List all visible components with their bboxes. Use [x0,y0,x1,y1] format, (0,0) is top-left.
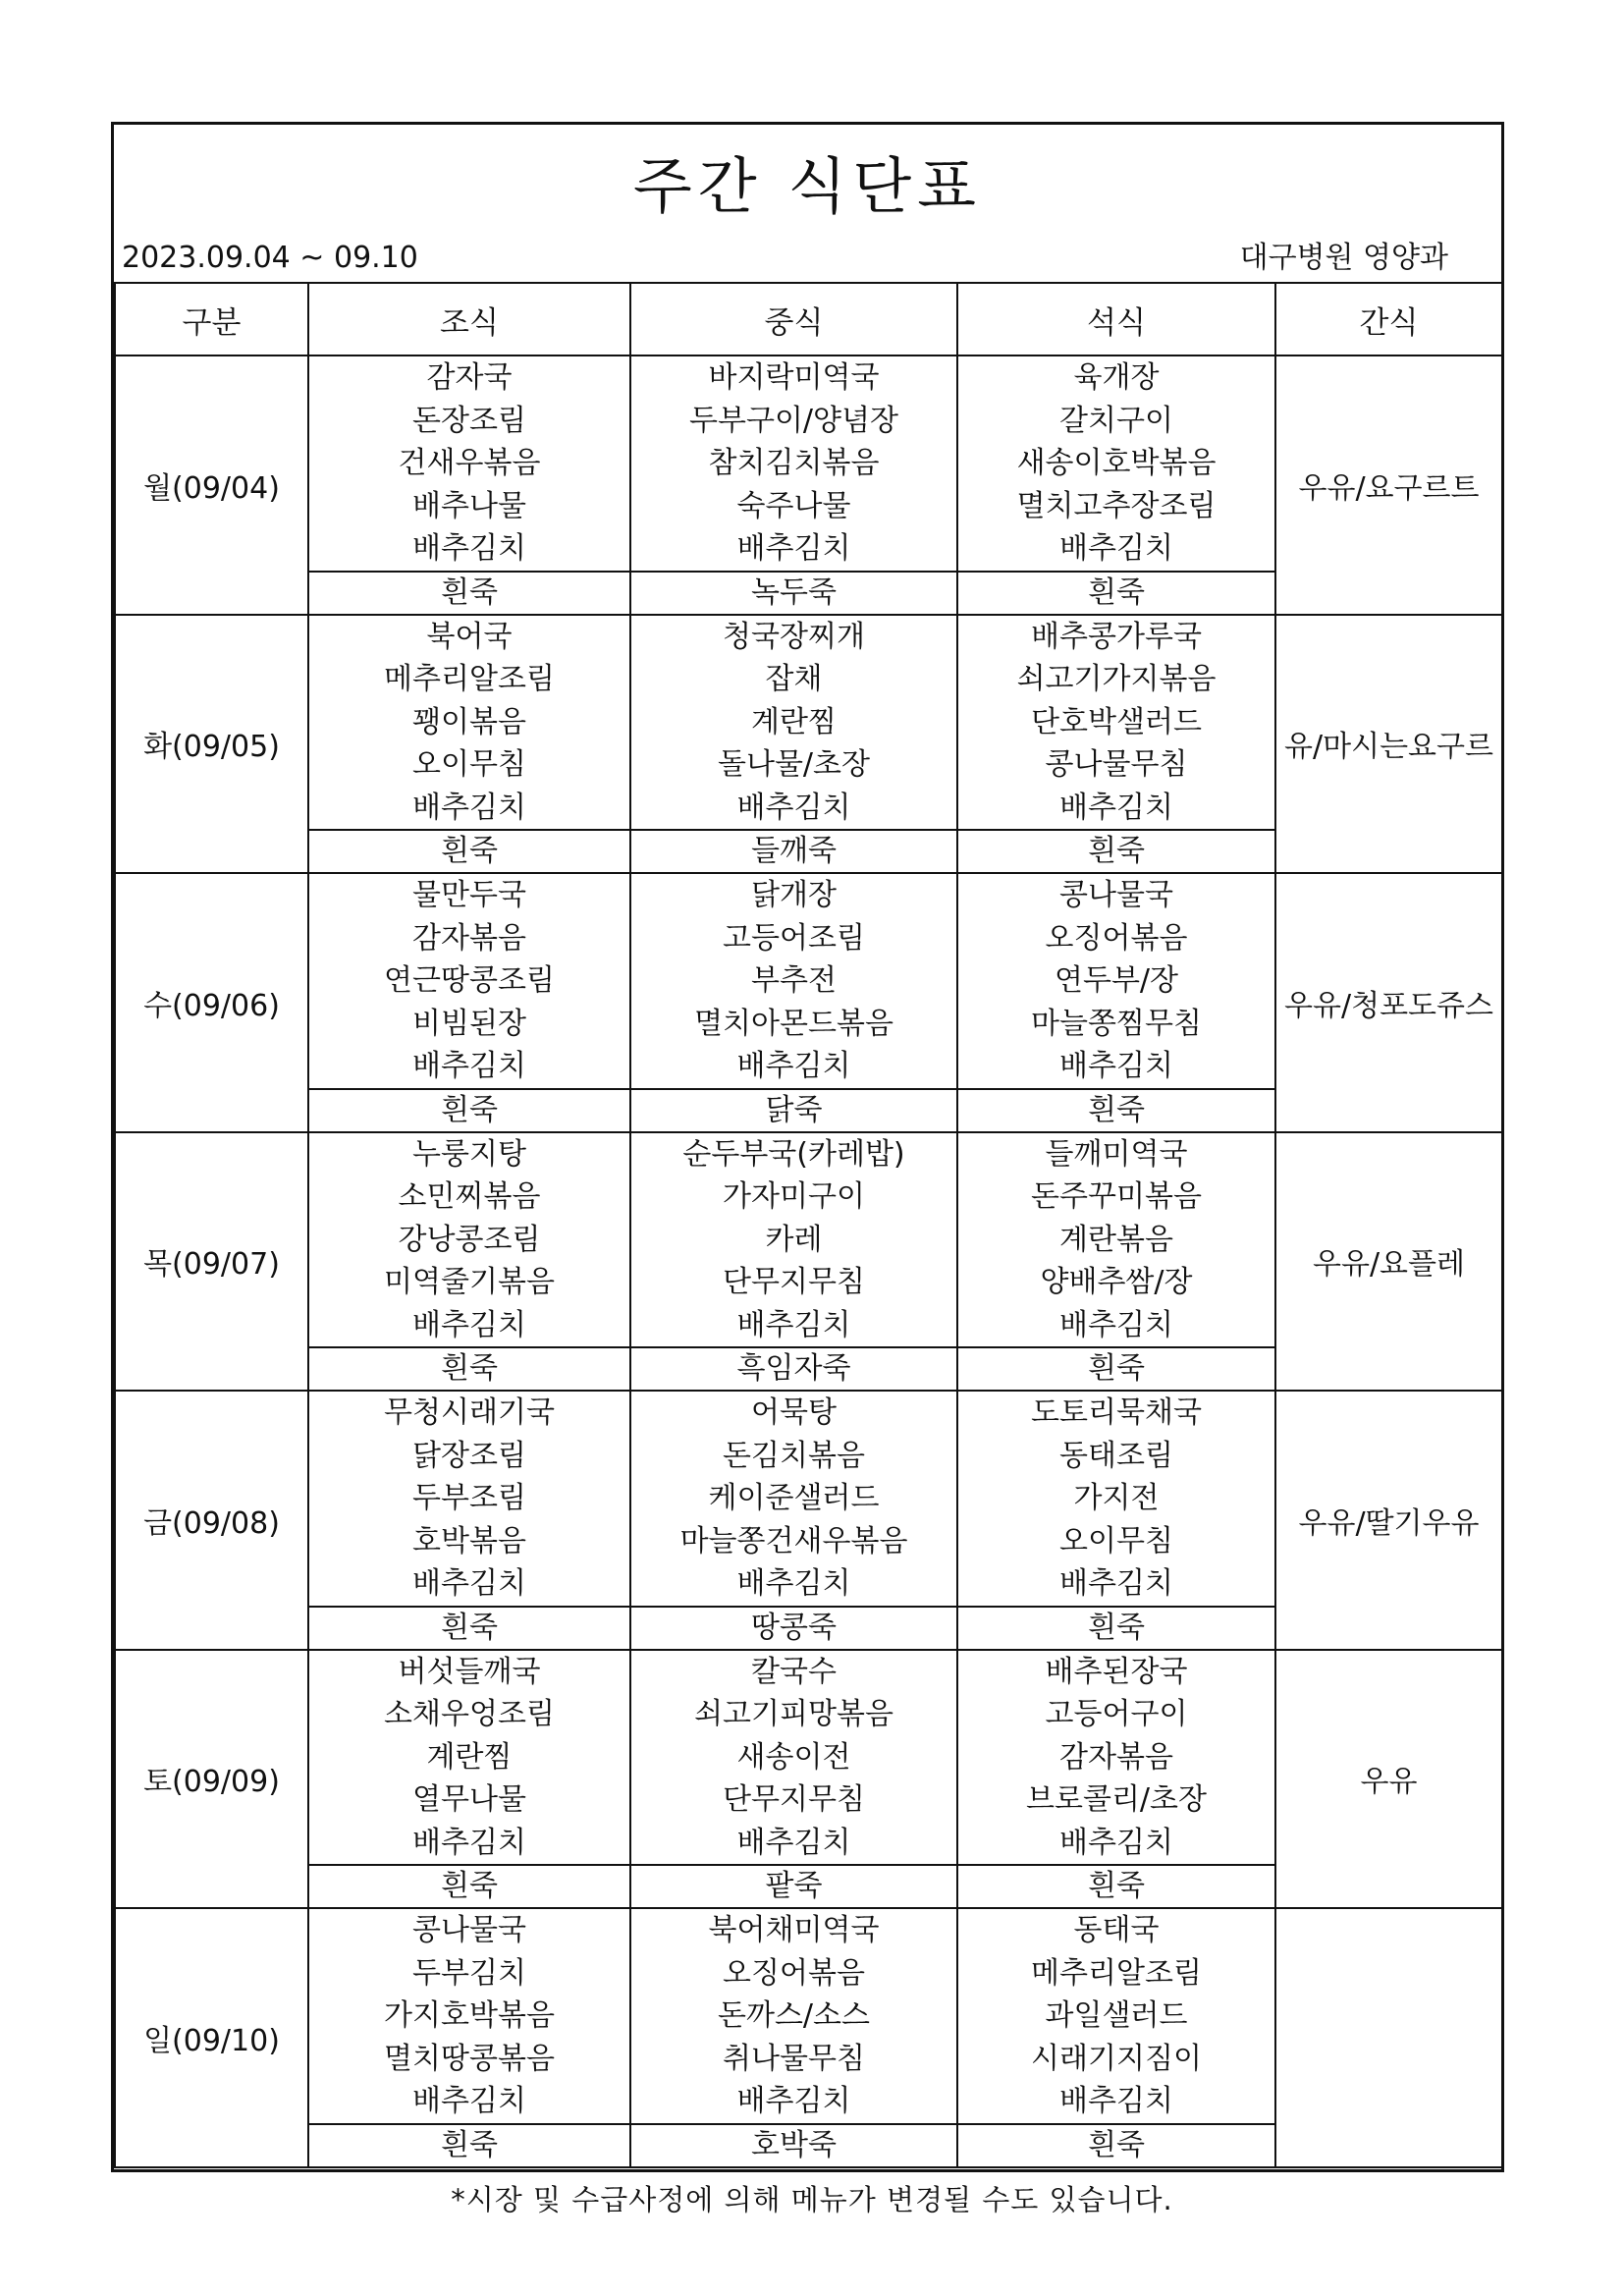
dish-item: 닭장조림 [412,1438,526,1473]
dish-item: 배추김치 [736,2084,851,2118]
dish-item: 비빔된장 [412,1006,526,1041]
dish-item: 메추리알조림 [384,662,555,696]
dish-item: 어묵탕 [751,1395,837,1430]
dish-item: 쇠고기가지볶음 [1016,662,1217,696]
dish-item: 돌나물/초장 [717,747,870,782]
dish-item: 마늘쫑건새우볶음 [679,1523,908,1558]
dinner-dishes-cell [957,355,1275,572]
dish-item: 오징어볶음 [723,1955,865,1991]
dish-item: 북어채미역국 [708,1913,880,1947]
dish-item: 배추김치 [1059,1566,1173,1601]
breakfast-dishes-cell [308,1132,630,1348]
dish-item: 케이준샐러드 [708,1481,880,1515]
breakfast-porridge-cell: 흰죽 [308,1865,630,1908]
dish-item: 배추콩가루국 [1031,619,1202,654]
dish-item: 콩나물무침 [1045,747,1188,782]
dish-item: 새송이호박볶음 [1016,446,1217,480]
dish-item: 동태조림 [1059,1438,1173,1473]
lunch-dishes-cell [630,355,957,572]
breakfast-porridge-cell: 흰죽 [308,572,630,615]
dish-item: 배추김치 [736,1825,851,1860]
dish-item: 소채우엉조림 [384,1697,555,1731]
dish-item: 시래기지짐이 [1031,2041,1202,2076]
lunch-porridge-cell: 닭죽 [630,1089,957,1132]
day-label: 수(09/06) [115,873,308,1132]
period-label: 2023.09.04 ~ 09.10 [122,241,418,275]
dish-item: 단무지무침 [723,1265,865,1299]
dish-item: 오이무침 [412,747,526,782]
dish-item: 멸치땅콩볶음 [384,2041,555,2076]
snack-cell: 우유 [1275,1650,1502,1909]
day-row [115,1391,1502,1607]
menu-body [115,355,1502,2167]
dish-item: 두부구이/양념장 [689,403,898,438]
dinner-dishes-cell [957,873,1275,1089]
dish-item: 돈까스/소스 [717,1998,870,2033]
lunch-porridge-cell: 흑임자죽 [630,1347,957,1391]
dish-item: 잡채 [765,662,823,696]
dish-item: 버섯들깨국 [398,1654,541,1689]
dish-item: 칼국수 [751,1654,837,1689]
dish-item: 청국장찌개 [723,619,865,654]
lunch-dishes-cell [630,1650,957,1866]
dish-item: 무청시래기국 [384,1395,555,1430]
dish-item: 동태국 [1073,1913,1160,1947]
breakfast-dishes-cell [308,1908,630,2124]
dish-item: 연두부/장 [1054,963,1179,998]
dish-item: 부추전 [751,963,837,998]
dish-item: 가자미구이 [723,1179,865,1214]
header-dinner: 석식 [957,283,1275,355]
dish-item: 감자볶음 [412,920,526,956]
day-label: 월(09/04) [115,355,308,615]
header-row [115,283,1502,355]
dinner-porridge-cell: 흰죽 [957,572,1275,615]
dish-item: 배추김치 [1059,790,1173,825]
day-label: 일(09/10) [115,1908,308,2167]
dish-item: 고등어구이 [1045,1697,1188,1731]
dish-item: 누룽지탕 [412,1136,526,1172]
dish-item: 과일샐러드 [1045,1998,1188,2033]
dinner-porridge-cell: 흰죽 [957,2124,1275,2167]
dish-item: 배추김치 [412,790,526,825]
page-title: 주간 식단표 [632,150,983,222]
dinner-porridge-cell: 흰죽 [957,830,1275,873]
dish-item: 배추김치 [736,790,851,825]
dish-item: 갈치구이 [1059,403,1173,438]
dinner-porridge-cell: 흰죽 [957,1347,1275,1391]
dish-item: 배추나물 [412,488,526,523]
dish-item: 두부김치 [412,1955,526,1991]
dish-item: 배추김치 [412,1825,526,1860]
day-row [115,615,1502,831]
dish-item: 감자볶음 [1059,1739,1173,1775]
lunch-porridge-cell: 호박죽 [630,2124,957,2167]
dish-item: 오징어볶음 [1045,920,1188,956]
dish-item: 배추김치 [412,1307,526,1342]
lunch-dishes-cell [630,615,957,831]
dish-item: 메추리알조림 [1031,1955,1202,1991]
dish-item: 바지락미역국 [708,360,880,395]
dish-item: 단호박샐러드 [1031,704,1202,739]
dish-item: 배추김치 [412,531,526,566]
breakfast-dishes-cell [308,355,630,572]
dish-item: 북어국 [426,619,513,654]
dinner-porridge-cell: 흰죽 [957,1089,1275,1132]
dish-item: 가지전 [1073,1481,1160,1515]
lunch-porridge-cell: 들깨죽 [630,830,957,873]
dish-item: 꽹이볶음 [412,704,526,739]
dish-item: 소민찌볶음 [398,1179,541,1214]
dish-item: 배추김치 [1059,1049,1173,1083]
breakfast-dishes-cell [308,1650,630,1866]
dinner-dishes-cell [957,1391,1275,1607]
day-label: 금(09/08) [115,1391,308,1650]
dish-item: 강낭콩조림 [398,1222,541,1257]
dish-item: 배추김치 [1059,2084,1173,2118]
dinner-dishes-cell [957,1650,1275,1866]
lunch-dishes-cell [630,1132,957,1348]
dish-item: 배추김치 [736,1049,851,1083]
dish-item: 마늘쫑찜무침 [1031,1006,1202,1041]
dinner-dishes-cell [957,615,1275,831]
footnote: *시장 및 수급사정에 의해 메뉴가 변경될 수도 있습니다. [451,2183,1173,2216]
lunch-dishes-cell [630,1908,957,2124]
dish-item: 들깨미역국 [1045,1136,1188,1172]
breakfast-porridge-cell: 흰죽 [308,2124,630,2167]
day-label: 목(09/07) [115,1132,308,1392]
snack-cell: 우유/청포도쥬스 [1275,873,1502,1132]
dish-item: 콩나물국 [412,1913,526,1947]
dish-item: 닭개장 [751,878,837,912]
day-label: 토(09/09) [115,1650,308,1909]
dish-item: 고등어조림 [723,920,865,956]
dish-item: 돈장조림 [412,403,526,438]
dish-item: 멸치아몬드볶음 [694,1006,893,1041]
header-lunch: 중식 [630,283,957,355]
dish-item: 돈김치볶음 [723,1438,865,1473]
lunch-porridge-cell: 녹두죽 [630,572,957,615]
dish-item: 오이무침 [1059,1523,1173,1558]
dish-item: 계란찜 [751,704,837,739]
dish-item: 양배추쌈/장 [1040,1265,1193,1299]
dish-item: 감자국 [426,360,513,395]
dish-item: 가지호박볶음 [384,1998,555,2033]
snack-cell [1275,1908,1502,2167]
dish-item: 계란볶음 [1059,1222,1173,1257]
dinner-porridge-cell: 흰죽 [957,1607,1275,1650]
menu-sheet [111,122,1504,2172]
lunch-porridge-cell: 팥죽 [630,1865,957,1908]
dinner-dishes-cell [957,1132,1275,1348]
dish-item: 쇠고기피망볶음 [694,1697,893,1731]
dish-item: 배추김치 [736,1566,851,1601]
dish-item: 콩나물국 [1059,878,1173,912]
snack-cell: 유/마시는요구르 [1275,615,1502,874]
day-row [115,873,1502,1089]
dish-item: 건새우볶음 [398,446,541,480]
dish-item: 배추김치 [412,1049,526,1083]
dinner-porridge-cell: 흰죽 [957,1865,1275,1908]
dish-item: 배추김치 [1059,531,1173,566]
dish-item: 숙주나물 [736,488,851,523]
dish-item: 연근땅콩조림 [384,963,555,998]
breakfast-porridge-cell: 흰죽 [308,1089,630,1132]
organization-label: 대구병원 영양과 [1239,241,1448,275]
dish-item: 물만두국 [412,878,526,912]
day-row [115,355,1502,572]
breakfast-porridge-cell: 흰죽 [308,1347,630,1391]
snack-cell: 우유/요구르트 [1275,355,1502,615]
dish-item: 호박볶음 [412,1523,526,1558]
dish-item: 배추김치 [412,2084,526,2118]
snack-cell: 우유/요플레 [1275,1132,1502,1392]
dish-item: 참치김치볶음 [708,446,880,480]
weekly-menu-table [114,282,1503,2168]
lunch-dishes-cell [630,873,957,1089]
dish-item: 배추김치 [412,1566,526,1601]
dish-item: 새송이전 [736,1739,851,1775]
dish-item: 단무지무침 [723,1782,865,1817]
dish-item: 배추김치 [736,1307,851,1342]
dish-item: 육개장 [1073,360,1160,395]
header-breakfast: 조식 [308,283,630,355]
breakfast-porridge-cell: 흰죽 [308,830,630,873]
dish-item: 도토리묵채국 [1031,1395,1202,1430]
dish-item: 순두부국(카레밥) [682,1136,905,1172]
lunch-dishes-cell [630,1391,957,1607]
lunch-porridge-cell: 땅콩죽 [630,1607,957,1650]
dish-item: 배추김치 [1059,1825,1173,1860]
dish-item: 배추김치 [736,531,851,566]
day-row [115,1132,1502,1348]
day-row [115,1908,1502,2124]
snack-cell: 우유/딸기우유 [1275,1391,1502,1650]
dish-item: 멸치고추장조림 [1016,488,1217,523]
dish-item: 배추김치 [1059,1307,1173,1342]
dish-item: 브로콜리/초장 [1026,1782,1207,1817]
dish-item: 두부조림 [412,1481,526,1515]
dish-item: 돈주꾸미볶음 [1031,1179,1202,1214]
dish-item: 계란찜 [426,1739,513,1775]
breakfast-dishes-cell [308,873,630,1089]
dish-item: 취나물무침 [723,2041,865,2076]
breakfast-dishes-cell [308,1391,630,1607]
day-row [115,1650,1502,1866]
dish-item: 카레 [765,1222,823,1257]
breakfast-dishes-cell [308,615,630,831]
dish-item: 미역줄기볶음 [384,1265,555,1299]
dish-item: 열무나물 [412,1782,526,1817]
header-snack: 간식 [1275,283,1502,355]
dinner-dishes-cell [957,1908,1275,2124]
header-category: 구분 [115,283,308,355]
dish-item: 배추된장국 [1045,1654,1188,1689]
breakfast-porridge-cell: 흰죽 [308,1607,630,1650]
day-label: 화(09/05) [115,615,308,874]
